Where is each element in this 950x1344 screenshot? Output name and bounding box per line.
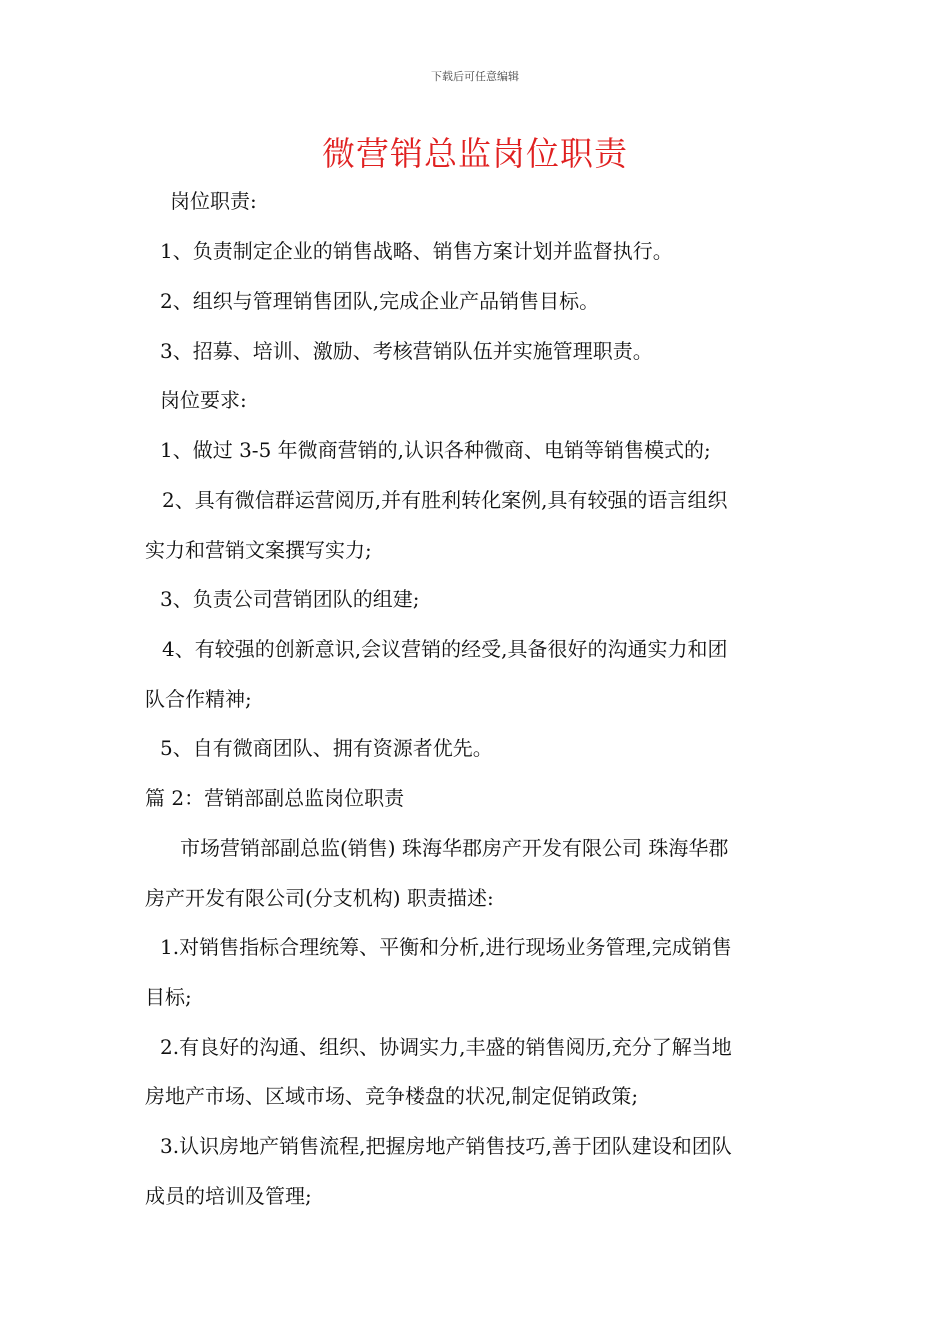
duty-item-p2-1: 1.对销售指标合理统筹、平衡和分析,进行现场业务管理,完成销售 <box>160 935 732 959</box>
duty-item-3: 3、招募、培训、激励、考核营销队伍并实施管理职责。 <box>160 339 653 363</box>
requirement-item-3: 3、负责公司营销团队的组建; <box>160 587 420 611</box>
requirement-item-4: 4、有较强的创新意识,会议营销的经受,具备很好的沟通实力和团 <box>162 637 728 661</box>
section-heading-duties: 岗位职责: <box>170 189 257 213</box>
duty-item-p2-2: 2.有良好的沟通、组织、协调实力,丰盛的销售阅历,充分了解当地 <box>160 1035 732 1059</box>
section-heading-requirements: 岗位要求: <box>160 388 247 412</box>
requirement-item-4-cont: 队合作精神; <box>145 687 252 711</box>
duty-item-p2-3-cont: 成员的培训及管理; <box>145 1184 312 1208</box>
document-title: 微营销总监岗位职责 <box>322 134 628 173</box>
requirement-item-2: 2、具有微信群运营阅历,并有胜利转化案例,具有较强的语言组织 <box>162 488 728 512</box>
requirement-item-1: 1、做过 3-5 年微商营销的,认识各种微商、电销等销售模式的; <box>160 438 711 462</box>
duty-item-p2-3: 3.认识房地产销售流程,把握房地产销售技巧,善于团队建设和团队 <box>160 1134 732 1158</box>
header-note: 下载后可任意编辑 <box>431 70 519 83</box>
requirement-item-5: 5、自有微商团队、拥有资源者优先。 <box>160 736 493 760</box>
section-heading-part2: 篇 2：营销部副总监岗位职责 <box>145 786 405 810</box>
duty-item-p2-2-cont: 房地产市场、区域市场、竞争楼盘的状况,制定促销政策; <box>145 1084 639 1108</box>
paragraph-intro-cont: 房产开发有限公司(分支机构) 职责描述: <box>145 886 494 910</box>
requirement-item-2-cont: 实力和营销文案撰写实力; <box>145 538 372 562</box>
duty-item-2: 2、组织与管理销售团队,完成企业产品销售目标。 <box>160 289 600 313</box>
duty-item-1: 1、负责制定企业的销售战略、销售方案计划并监督执行。 <box>160 239 673 263</box>
duty-item-p2-1-cont: 目标; <box>145 985 192 1009</box>
paragraph-intro: 市场营销部副总监(销售) 珠海华郡房产开发有限公司 珠海华郡 <box>180 836 729 860</box>
